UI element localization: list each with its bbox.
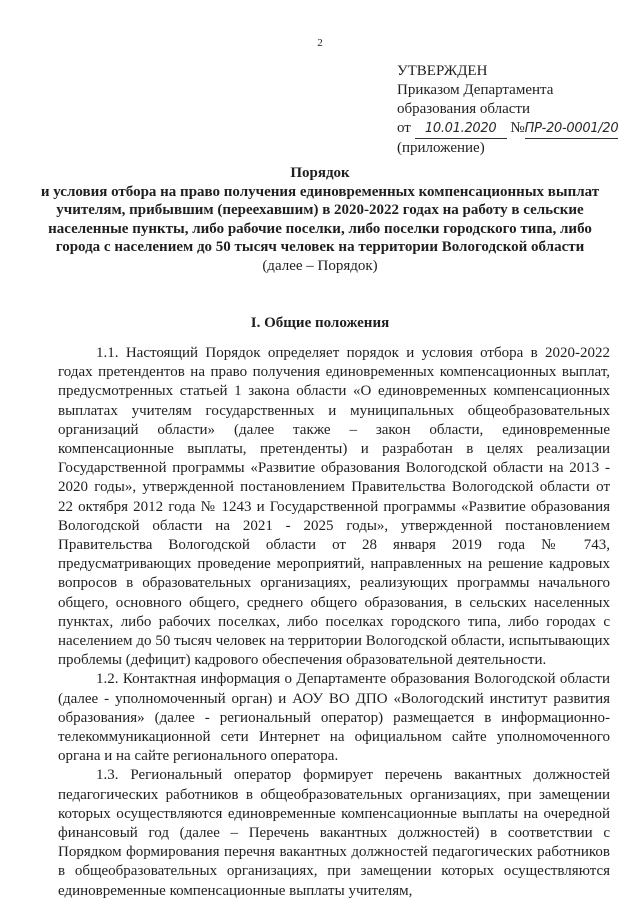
- document-subtitle: и условия отбора на право получения единовременных компенсационных выплат учителям, прибывшим (переехавшим) в 2020-2022 годах на работу в сельские населенные пункты, либо рабочие поселки, либо поселки городского типа, либо города с населением до 50 тысяч человек на территории Вологодской области: [40, 183, 600, 255]
- handwritten-date: 10.01.2020: [415, 119, 507, 139]
- document-title-block: [30, 164, 610, 275]
- document-title: Порядок: [290, 165, 350, 181]
- paragraph-1-2: 1.2. Контактная информация о Департаменте образования Вологодской области (далее - уполномоченный орган) и АОУ ВО ДПО «Вологодский институт развития образования» (далее - региональный оператор) размещается в информационно-телекоммуникационной сети Интернет на официальном сайте уполномоченного органа и на сайте регионального оператора.: [58, 671, 610, 765]
- paragraph-1-1: 1.1. Настоящий Порядок определяет порядок и условия отбора в 2020-2022 годах претендентов на право получения единовременных компенсационных выплат, предусмотренных статьей 1 закона области «О единовременных компенсационных выплатах учителям государственных и муниципальных общеобразовательных организаций области» (далее также – закон области, единовременные компенсационные выплаты, претенденты) и разработан в целях реализации Государственной программы «Развитие образования Вологодской области на 2013 - 2020 годы», утвержденной постановлением Правительства Вологодской области от 22 октября 2012 года № 1243 и Государственной программы «Развитие образования Вологодской области на 2021 - 2025 годы», утвержденной постановлением Правительства Вологодской области от 28 января 2019 года № 743, предусматривающих проведение мероприятий, направленных на решение кадровых вопросов в образовательных организациях, реализующих программы начального общего, основного общего, среднего общего образования, в сельских населенных пунктах, либо рабочих поселках, либо поселках городского типа, либо городах с населением до 50 тысяч человек на территории Вологодской области, испытывающих проблемы (дефицит) кадрового обеспечения образовательной деятельности.: [58, 345, 610, 669]
- approval-number-label: №: [510, 120, 525, 136]
- document-title-note: (далее – Порядок): [262, 257, 378, 274]
- approval-appendix: (приложение): [397, 140, 485, 156]
- approval-stamp: [397, 62, 627, 158]
- handwritten-number: ПР-20-0001/20: [525, 119, 619, 139]
- paragraph-1-3: 1.3. Региональный оператор формирует перечень вакантных должностей педагогических работников в общеобразовательных организациях, при замещении которых осуществляются единовременные компенсационные выплаты на очередной финансовый год (далее – Перечень вакантных должностей) в соответствии с Порядком формирования перечня вакантных должностей педагогических работников в общеобразовательных организациях, при замещении которых осуществляются единовременные компенсационные выплаты учителям,: [58, 767, 610, 899]
- document-body: [58, 344, 610, 901]
- approval-department: образования области: [397, 101, 531, 117]
- approval-from-label: от: [397, 120, 411, 136]
- section-heading: I. Общие положения: [250, 315, 390, 331]
- page-number: 2: [317, 37, 323, 49]
- approval-title: УТВЕРЖДЕН: [397, 63, 488, 79]
- approval-order: Приказом Департамента: [397, 82, 554, 98]
- approval-date-line: [397, 119, 627, 139]
